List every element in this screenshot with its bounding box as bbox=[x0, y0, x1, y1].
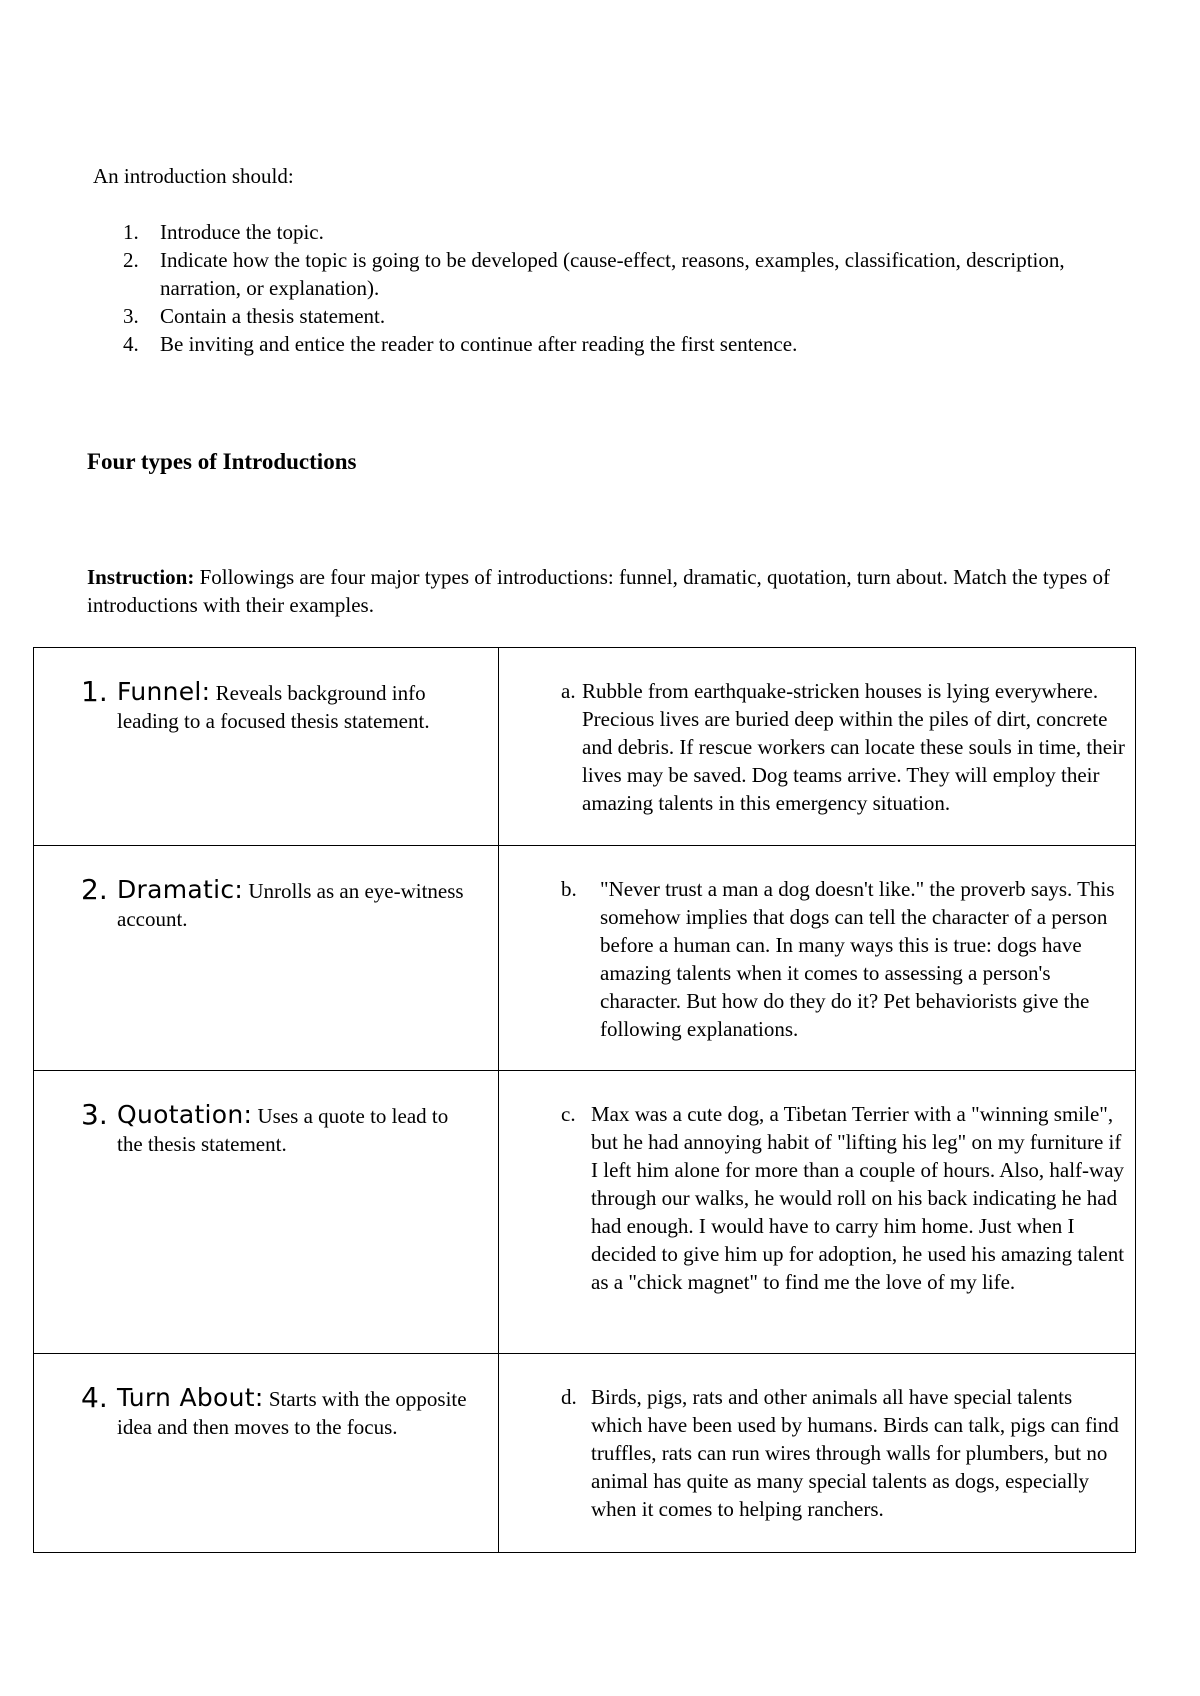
example-letter: a. bbox=[561, 679, 576, 703]
table-row bbox=[34, 648, 1136, 846]
instruction-paragraph bbox=[87, 563, 1137, 619]
list-item-number: 2. bbox=[123, 248, 139, 272]
type-entry bbox=[34, 1071, 498, 1158]
type-number: 3. bbox=[81, 1098, 108, 1131]
example-entry bbox=[499, 846, 1135, 1043]
table-row bbox=[34, 1354, 1136, 1553]
list-item-text: Indicate how the topic is going to be developed (cause-effect, reasons, examples, classification, description, narration, or explanation). bbox=[160, 248, 1065, 300]
type-description: Unrolls as an eye-witness account. bbox=[117, 879, 464, 931]
instruction-label: Instruction: bbox=[87, 565, 195, 589]
type-number: 2. bbox=[81, 873, 108, 906]
example-cell bbox=[499, 1071, 1136, 1354]
example-letter: d. bbox=[561, 1385, 577, 1409]
example-text: Birds, pigs, rats and other animals all have special talents which have been used by humans. Birds can talk, pigs can find truffles, rats can run wires through walls for plumbers, but no animal has quite as many special talents as dogs, especially when it comes to helping ranchers. bbox=[591, 1385, 1119, 1521]
list-item-number: 1. bbox=[123, 220, 139, 244]
table-row bbox=[34, 1071, 1136, 1354]
list-item bbox=[120, 302, 1120, 330]
example-cell bbox=[499, 846, 1136, 1071]
type-cell bbox=[34, 648, 499, 846]
example-cell bbox=[499, 648, 1136, 846]
list-item bbox=[120, 218, 1120, 246]
example-text: "Never trust a man a dog doesn't like." the proverb says. This somehow implies that dogs can tell the character of a person before a human can. In many ways this is true: dogs have amazing talents when it comes to assessing a person's character. But how do they do it? Pet behaviorists give the following explanations. bbox=[600, 877, 1115, 1041]
type-cell bbox=[34, 1354, 499, 1553]
instruction-text: Followings are four major types of introductions: funnel, dramatic, quotation, turn about. Match the types of introductions with their examples. bbox=[87, 565, 1110, 617]
list-item-text: Be inviting and entice the reader to continue after reading the first sentence. bbox=[160, 332, 798, 356]
type-name: Dramatic: bbox=[117, 875, 244, 904]
type-name: Quotation: bbox=[117, 1100, 253, 1129]
type-name: Turn About: bbox=[117, 1383, 264, 1412]
intro-list bbox=[120, 218, 1120, 358]
type-entry bbox=[34, 1354, 498, 1441]
type-description: Starts with the opposite idea and then moves to the focus. bbox=[117, 1387, 467, 1439]
type-number: 1. bbox=[81, 675, 108, 708]
example-entry bbox=[499, 1071, 1135, 1296]
matching-table bbox=[33, 647, 1136, 1553]
example-letter: c. bbox=[561, 1102, 576, 1126]
type-name: Funnel: bbox=[117, 677, 211, 706]
list-item-number: 4. bbox=[123, 332, 139, 356]
example-text: Rubble from earthquake-stricken houses is lying everywhere. Precious lives are buried deep within the piles of dirt, concrete and debris. If rescue workers can locate these souls in time, their lives may be saved. Dog teams arrive. They will employ their amazing talents in this emergency situation. bbox=[582, 679, 1125, 815]
list-item-text: Contain a thesis statement. bbox=[160, 304, 386, 328]
example-text: Max was a cute dog, a Tibetan Terrier with a "winning smile", but he had annoying habit of "lifting his leg" on my furniture if I left him alone for more than a couple of hours. Also, half-way through our walks, he would roll on his back indicating he had had enough. I would have to carry him home. Just when I decided to give him up for adoption, he used his amazing talent as a "chick magnet" to find me the love of my life. bbox=[591, 1102, 1125, 1294]
list-item-number: 3. bbox=[123, 304, 139, 328]
list-item bbox=[120, 330, 1120, 358]
type-number: 4. bbox=[81, 1381, 108, 1414]
type-description: Reveals background info leading to a focused thesis statement. bbox=[117, 681, 430, 733]
example-entry bbox=[499, 1354, 1135, 1523]
type-cell bbox=[34, 1071, 499, 1354]
type-entry bbox=[34, 648, 498, 735]
type-description: Uses a quote to lead to the thesis statement. bbox=[117, 1104, 449, 1156]
example-cell bbox=[499, 1354, 1136, 1553]
type-cell bbox=[34, 846, 499, 1071]
list-item bbox=[120, 246, 1120, 302]
example-entry bbox=[499, 648, 1135, 817]
section-title: Four types of Introductions bbox=[87, 449, 357, 474]
example-letter: b. bbox=[561, 877, 577, 901]
list-item-text: Introduce the topic. bbox=[160, 220, 324, 244]
type-entry bbox=[34, 846, 498, 933]
intro-heading: An introduction should: bbox=[93, 164, 294, 188]
table-row bbox=[34, 846, 1136, 1071]
